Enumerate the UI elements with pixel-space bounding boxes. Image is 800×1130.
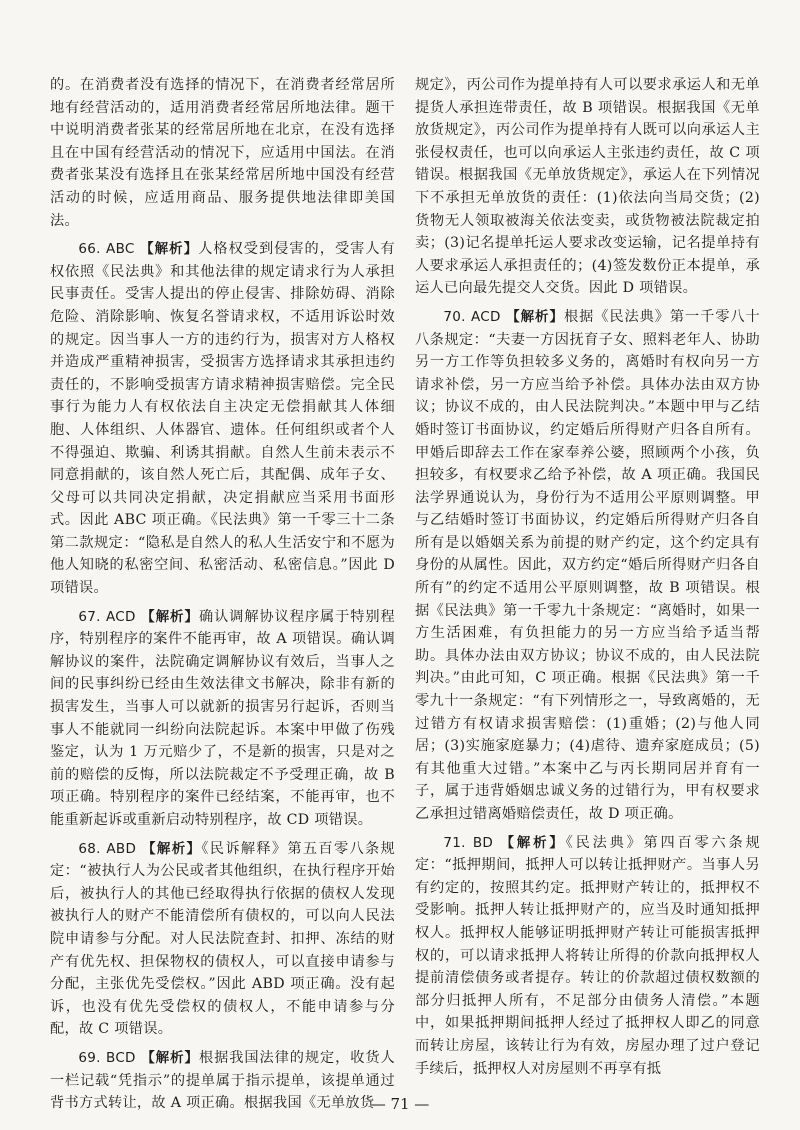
answer-66	[50, 238, 395, 600]
answer-70	[415, 306, 760, 826]
analysis-tag: 【解析】	[506, 308, 564, 325]
answer-68	[50, 838, 395, 1041]
answer-number: 67. ACD	[78, 608, 136, 625]
analysis-tag: 【解析】	[142, 840, 202, 857]
answer-number: 70. ACD	[443, 308, 501, 325]
answer-text: 根据《民法典》第一千零八十八条规定：“夫妻一方因抚育子女、照料老年人、协助另一方工作等负担较多义务的，离婚时有权向另一方请求补偿，另一方应当给予补偿。具体办法由双方协议；协议不成的，由人民法院判决。”本题中甲与乙结婚时签订书面协议，约定婚后所得财产归各自所有。甲婚后即辞去工作在家奉养公婆，照顾两个小孩，负担较多，有权要求乙给予补偿，故 A 项正确。我国民法学界通说认为，身份行为不适用公平原则调整。甲与乙结婚时签订书面协议，约定婚后所得财产归各自所有是以婚姻关系为前提的财产约定，这个约定具有身份的从属性。因此，双方约定“婚后所得财产归各自所有”的约定不适用公平原则调整，故 B 项错误。根据《民法典》第一千零九十条规定：“离婚时，如果一方生活困难，有负担能力的另一方应当给予适当帮助。具体办法由双方协议；协议不成的，由人民法院判决。”由此可知，C 项正确。根据《民法典》第一千零九十一条规定：“有下列情形之一，导致离婚的，无过错方有权请求损害赔偿：(1)重婚；(2)与他人同居；(3)实施家庭暴力；(4)虐待、遗弃家庭成员；(5)有其他重大过错。”本案中乙与丙长期同居并育有一子，属于违背婚姻忠诚义务的过错行为，甲有权要求乙承担过错离婚赔偿责任，故 D 项正确。	[415, 308, 760, 822]
left-column	[50, 74, 395, 1115]
answer-number: 69. BCD	[78, 1049, 136, 1066]
answer-71	[415, 832, 760, 1081]
answer-number: 71. BD	[443, 834, 494, 851]
answer-text: 人格权受到侵害的，受害人有权依照《民法典》和其他法律的规定请求行为人承担民事责任。受害人提出的停止侵害、排除妨碍、消除危险、消除影响、恢复名誉请求权，不适用诉讼时效的规定。因当事人一方的违约行为，损害对方人格权并造成严重精神损害，受损害方选择请求其承担违约责任的，不影响受损害方请求精神损害赔偿。完全民事行为能力人有权依法自主决定无偿捐献其人体细胞、人体组织、人体器官、遗体。任何组织或者个人不得强迫、欺骗、利诱其捐献。自然人生前未表示不同意捐献的，该自然人死亡后，其配偶、成年子女、父母可以共同决定捐献，决定捐献应当采用书面形式。因此 ABC 项正确。《民法典》第一千零三十二条第二款规定：“隐私是自然人的私人生活安宁和不愿为他人知晓的私密空间、私密活动、私密信息。”因此 D 项错误。	[50, 241, 396, 597]
answer-text: 《民法典》第四百零六条规定：“抵押期间，抵押人可以转让抵押财产。当事人另有约定的，按照其约定。抵押财产转让的，抵押权不受影响。抵押人转让抵押财产的，应当及时通知抵押权人。抵押权人能够证明抵押财产转让可能损害抵押权的，可以请求抵押人将转让所得的价款向抵押权人提前清偿债务或者提存。转让的价款超过债权数额的部分归抵押人所有，不足部分由债务人清偿。”本题中，如果抵押期间抵押人经过了抵押权人即乙的同意而转让房屋，该转让行为有效，房屋办理了过户登记手续后，抵押权人对房屋则不再享有抵	[415, 834, 761, 1077]
answer-number: 68. ABD	[78, 840, 137, 857]
analysis-tag: 【解析】	[141, 608, 199, 625]
answer-number: 66. ABC	[78, 241, 135, 258]
answer-text: 根据我国法律的规定，收货人一栏记载“凭指示”的提单属于指示提单，该提单通过背书方式转让，故 A 项正确。根据我国《无单放货	[50, 1049, 395, 1112]
answer-69-continued: 规定》，丙公司作为提单持有人可以要求承运人和无单提货人承担连带责任，故 B 项错误。根据我国《无单放货规定》，丙公司作为提单持有人既可以向承运人主张侵权责任，也可以向承运人主张违约责任，故 C 项错误。根据我国《无单放货规定》，承运人在下列情况下不承担无单放货的责任：(1)依法向当局交货；(2)货物无人领取被海关依法变卖，或货物被法院裁定拍卖；(3)记名提单托运人要求改变运输，记名提单持有人要求承运人承担责任的；(4)签发数份正本提单，承运人已向最先提交人交货。因此 D 项错误。	[415, 77, 760, 297]
intro-paragraph: 的。在消费者没有选择的情况下，在消费者经常居所地有经营活动的，适用消费者经常居所地法律。题干中说明消费者张某的经常居所地在北京，在没有选择且在中国有经营活动的情况下，应适用中国法。在消费者张某没有选择且在张某经常居所地中国没有经营活动的时候，应适用商品、服务提供地法律即美国法。	[50, 77, 395, 229]
answer-text: 确认调解协议程序属于特别程序，特别程序的案件不能再审，故 A 项错误。确认调解协议的案件，法院确定调解协议有效后，当事人之间的民事纠纷已经由生效法律文书解决，除非有新的损害发生，当事人可以就新的损害另行起诉，否则当事人不能就同一纠纷向法院起诉。本案中甲做了伤残鉴定，认为 1 万元赔少了，不是新的损害，只是对之前的赔偿的反悔，所以法院裁定不予受理正确，故 B 项正确。特别程序的案件已经结案，不能再审，也不能重新起诉或重新启动特别程序，故 CD 项错误。	[50, 608, 395, 828]
answer-text: 《民诉解释》第五百零八条规定：“被执行人为公民或者其他组织，在执行程序开始后，被执行人的其他已经取得执行依据的债权人发现被执行人的财产不能清偿所有债权的，可以向人民法院申请参与分配。对人民法院查封、扣押、冻结的财产有优先权、担保物权的债权人，可以直接申请参与分配，主张优先受偿权。”因此 ABD 项正确。没有起诉，也没有优先受偿权的债权人，不能申请参与分配，故 C 项错误。	[50, 840, 395, 1038]
page-number: — 71 —	[370, 1095, 430, 1113]
right-column	[415, 74, 760, 1080]
answer-67	[50, 606, 395, 832]
analysis-tag: 【解析】	[500, 834, 566, 851]
analysis-tag: 【解析】	[140, 241, 199, 258]
analysis-tag: 【解析】	[141, 1049, 199, 1066]
